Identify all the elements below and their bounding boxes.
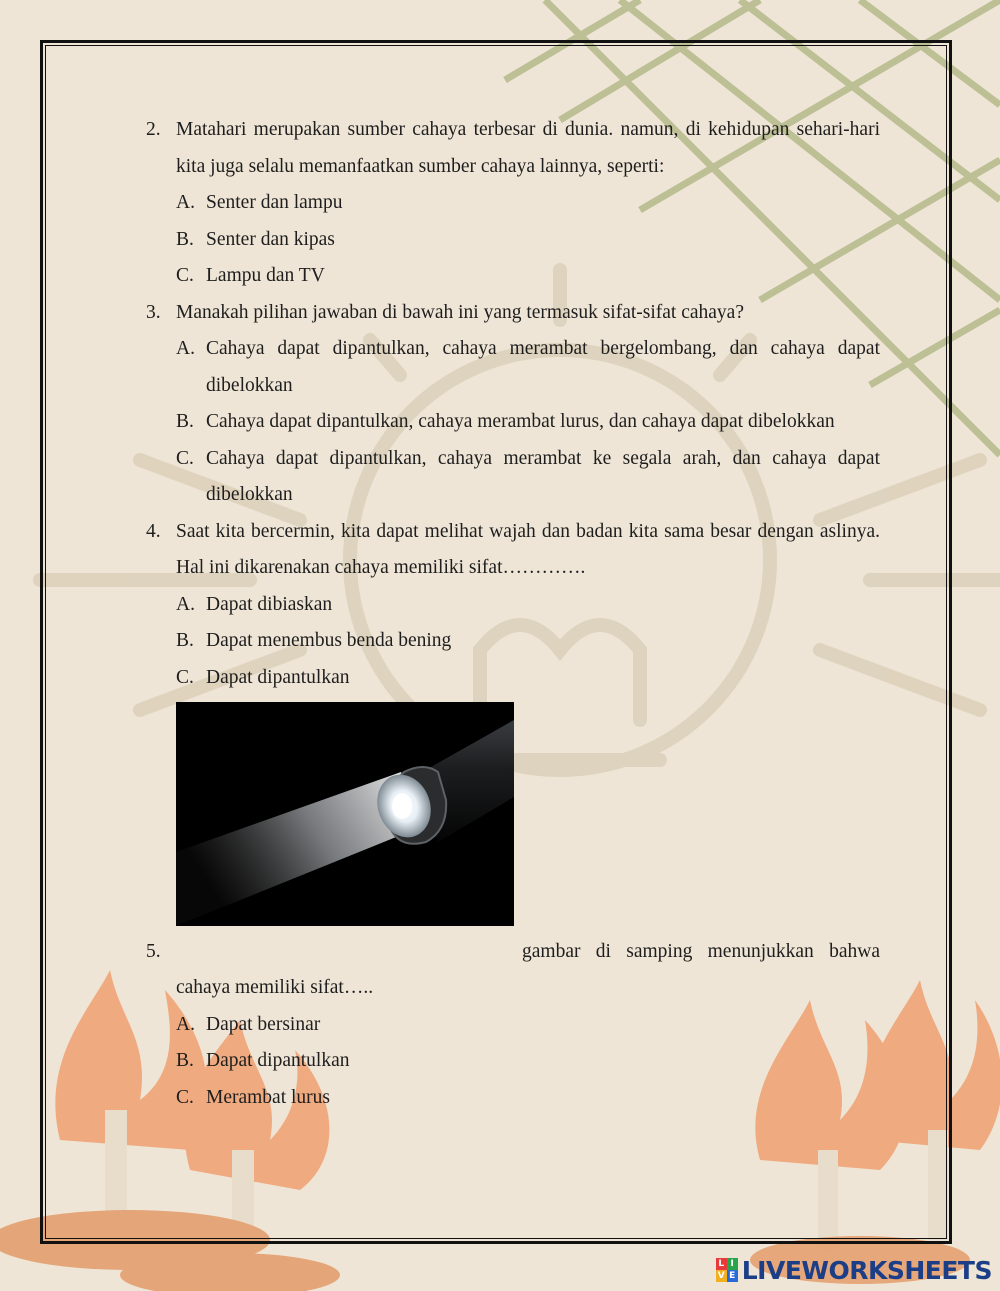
- option-letter: A.: [176, 593, 195, 615]
- option-text: Senter dan lampu: [206, 192, 343, 213]
- option-a[interactable]: [176, 1007, 880, 1044]
- question-3: [140, 295, 880, 514]
- option-text: Dapat menembus benda bening: [206, 630, 452, 651]
- question-4: [140, 514, 880, 697]
- question-text: Saat kita bercermin, kita dapat melihat wajah dan badan kita sama besar dengan aslinya. Hal ini dikarenakan cahaya memiliki sifat………….: [176, 520, 880, 578]
- logo-text: LIVEWORKSHEETS: [741, 1255, 992, 1285]
- option-b[interactable]: [176, 404, 880, 441]
- option-b[interactable]: [176, 1043, 880, 1080]
- option-c[interactable]: [176, 1080, 880, 1117]
- option-text: Cahaya dapat dipantulkan, cahaya merambat bergelombang, dan cahaya dapat dibelokkan: [206, 338, 880, 396]
- option-text: Lampu dan TV: [206, 265, 325, 286]
- option-text: Merambat lurus: [206, 1086, 331, 1108]
- question-number: 2.: [146, 119, 161, 140]
- option-text: Senter dan kipas: [206, 228, 335, 250]
- option-letter: A.: [176, 338, 195, 359]
- option-c[interactable]: [176, 660, 880, 697]
- option-a[interactable]: [176, 587, 880, 624]
- option-b[interactable]: [176, 222, 880, 259]
- option-letter: B.: [176, 1050, 194, 1071]
- question-text: Matahari merupakan sumber cahaya terbesar di dunia. namun, di kehidupan sehari-hari kita juga selalu memanfaatkan sumber cahaya lainnya, seperti:: [176, 119, 880, 177]
- option-a[interactable]: [176, 331, 880, 404]
- option-letter: C.: [176, 265, 194, 286]
- question-text: gambar di samping menunjukkan bahwa: [522, 940, 880, 962]
- flashlight-beam-image: [176, 702, 514, 926]
- option-letter: B.: [176, 228, 194, 250]
- liveworksheets-logo[interactable]: [716, 1255, 992, 1285]
- option-text: Dapat dibiaskan: [206, 593, 333, 615]
- option-letter: A.: [176, 192, 195, 213]
- option-a[interactable]: [176, 185, 880, 222]
- option-letter: C.: [176, 447, 194, 469]
- option-text: Dapat dipantulkan: [206, 1050, 350, 1071]
- option-c[interactable]: [176, 441, 880, 514]
- option-letter: B.: [176, 411, 194, 432]
- option-letter: C.: [176, 1086, 194, 1108]
- liveworksheets-logo-icon: L I V E: [716, 1258, 738, 1282]
- option-text: Dapat dipantulkan: [206, 666, 350, 688]
- option-letter: B.: [176, 630, 194, 651]
- option-letter: C.: [176, 666, 194, 688]
- option-text: Cahaya dapat dipantulkan, cahaya merambat lurus, dan cahaya dapat dibelokkan: [206, 411, 835, 432]
- worksheet-content: [140, 112, 880, 1116]
- question-number: 5.: [146, 940, 161, 962]
- option-text: Dapat bersinar: [206, 1013, 321, 1035]
- question-text-continued: cahaya memiliki sifat…..: [176, 977, 374, 998]
- question-number: 3.: [146, 301, 161, 323]
- question-2: [140, 112, 880, 295]
- question-5: [140, 702, 880, 1116]
- question-number: 4.: [146, 520, 161, 542]
- option-text: Cahaya dapat dipantulkan, cahaya merambat ke segala arah, dan cahaya dapat dibelokkan: [206, 447, 880, 505]
- option-letter: A.: [176, 1013, 195, 1035]
- option-c[interactable]: [176, 258, 880, 295]
- option-b[interactable]: [176, 623, 880, 660]
- question-text: Manakah pilihan jawaban di bawah ini yang termasuk sifat-sifat cahaya?: [176, 301, 744, 323]
